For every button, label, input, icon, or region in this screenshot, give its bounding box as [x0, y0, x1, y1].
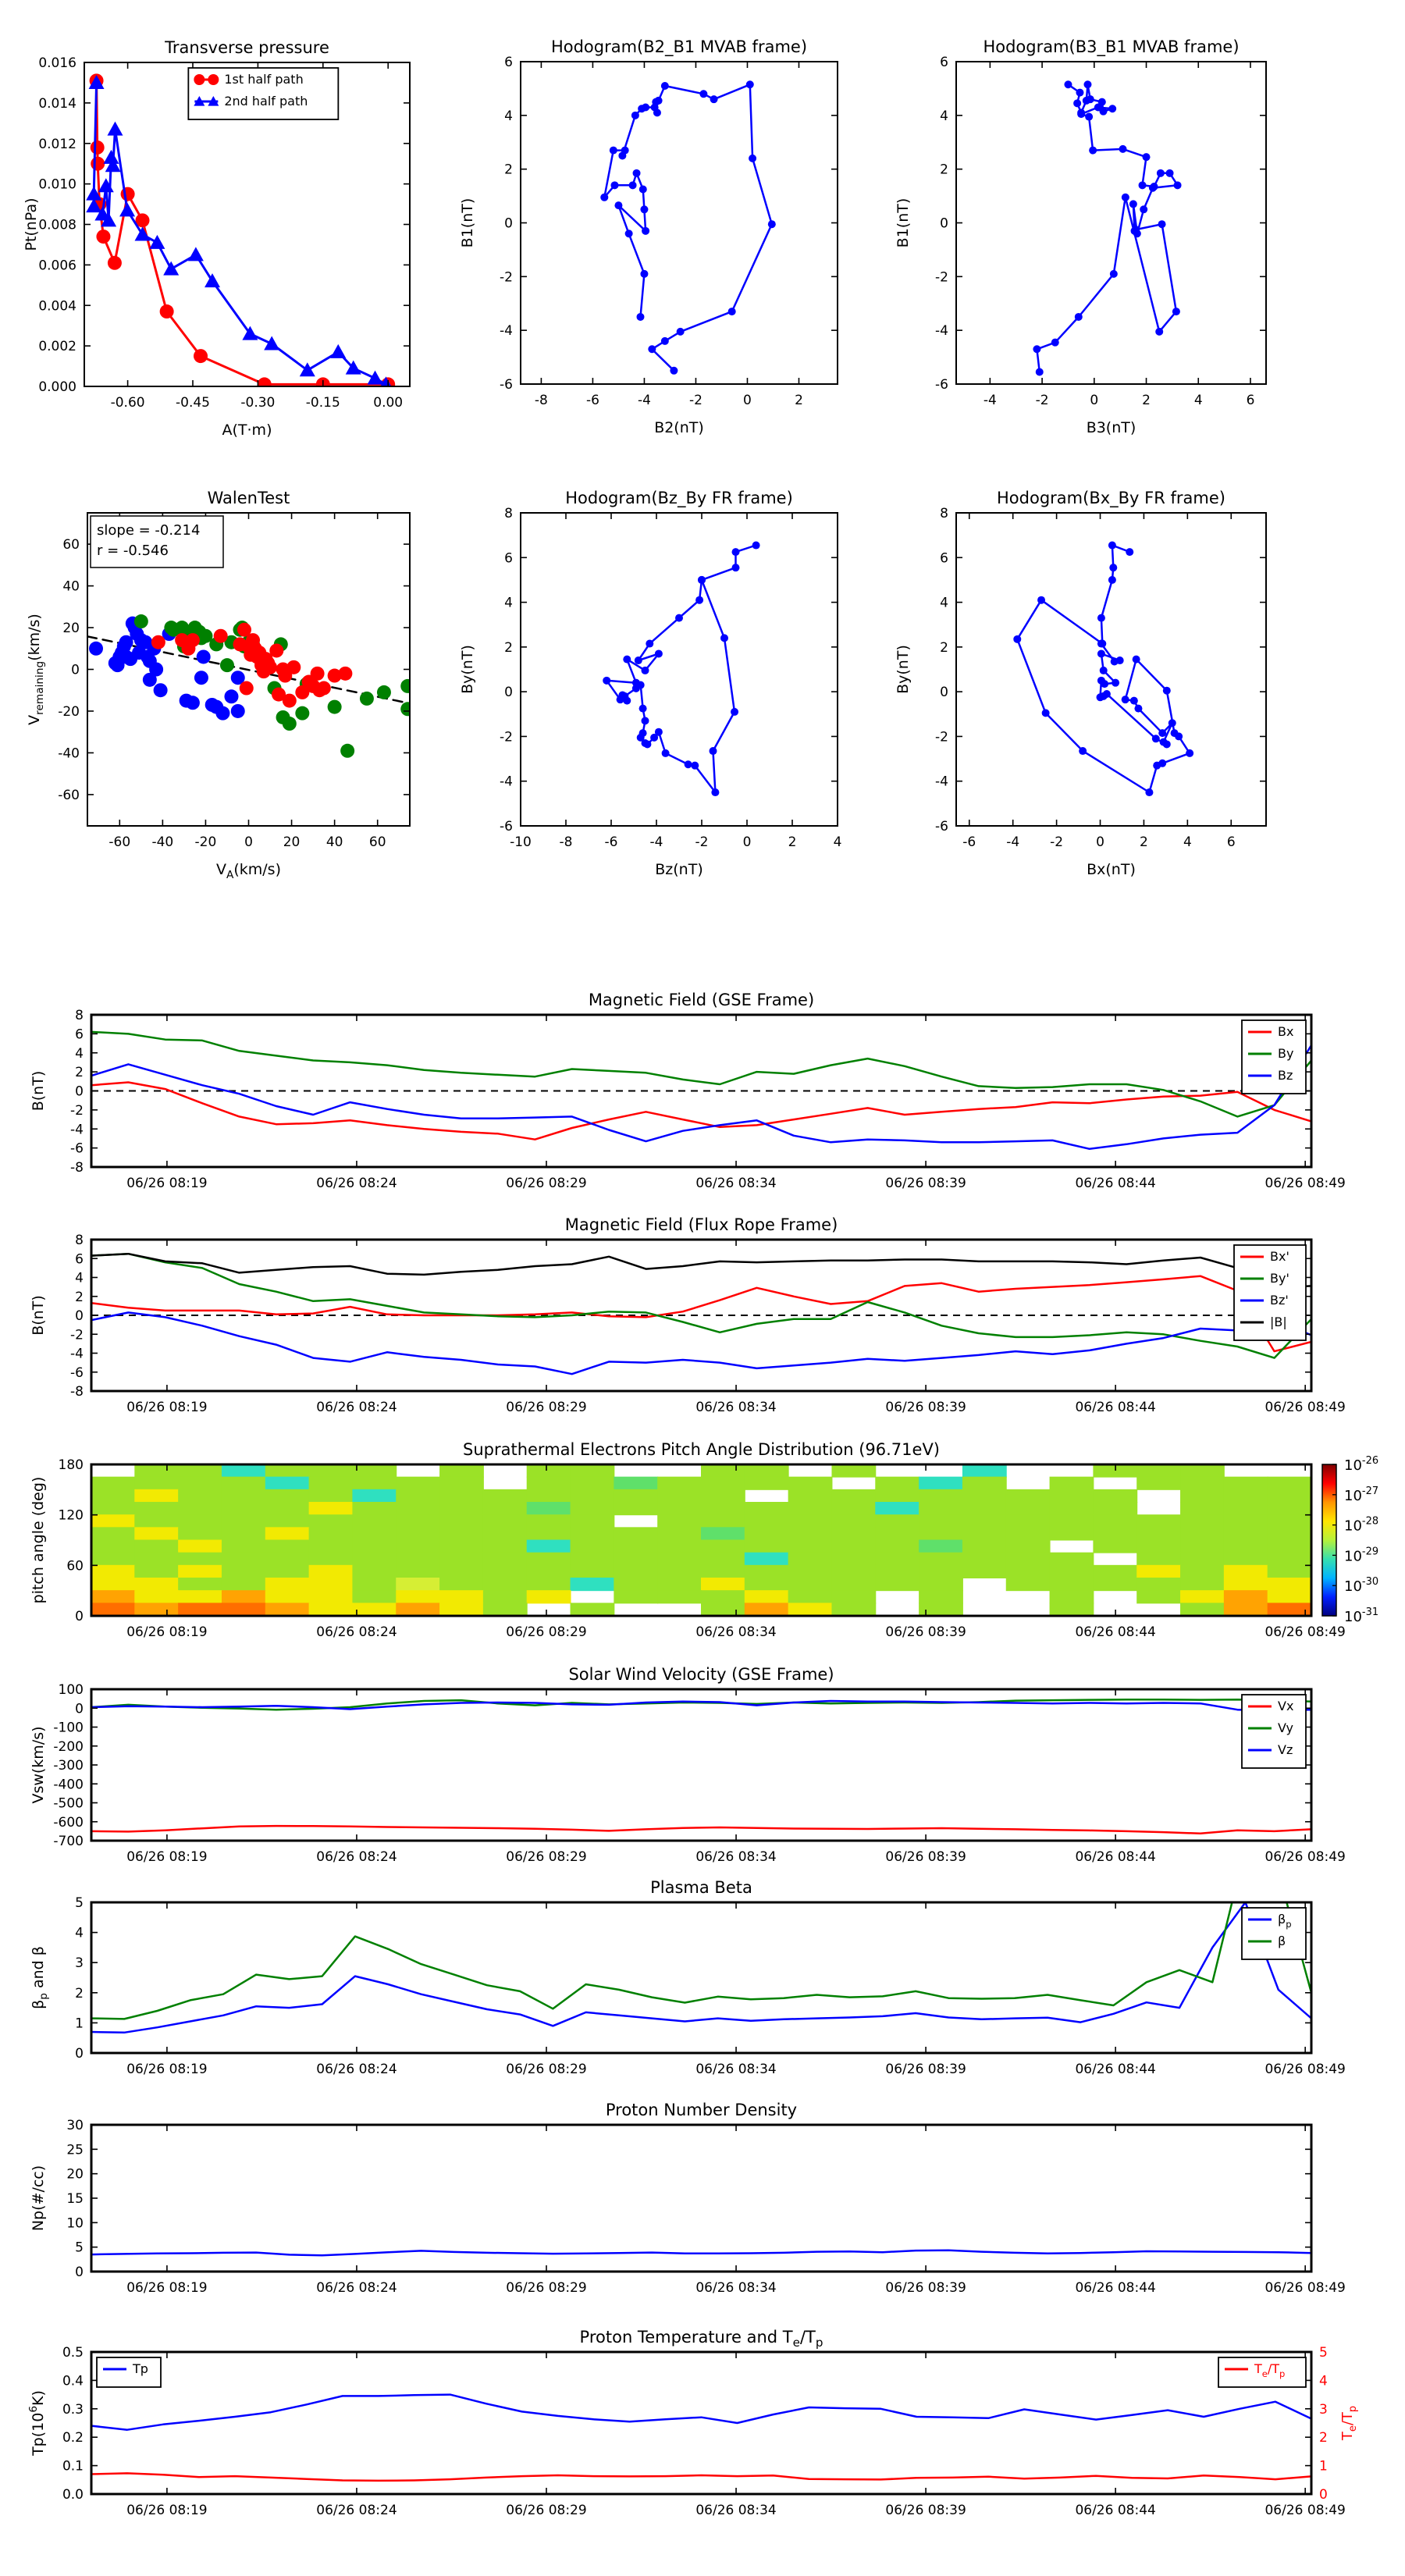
y2-tick-label: 4 [1319, 2373, 1328, 2389]
y-tick-label: 60 [66, 1558, 84, 1574]
x-axis-label: Bx(nT) [1087, 861, 1136, 878]
panel-hodogram-bx-by [895, 489, 1266, 878]
x-tick-label: 06/26 08:39 [885, 2503, 966, 2518]
panel-title: Hodogram(Bx_By FR frame) [997, 489, 1225, 507]
y-tick-label: -6 [500, 377, 513, 393]
panel-title: Hodogram(B3_B1 MVAB frame) [983, 37, 1240, 56]
y-tick-label: -6 [935, 377, 948, 393]
y-axis-label: By(nT) [459, 645, 476, 694]
x-tick-label: -4 [983, 393, 997, 408]
legend-label: By [1278, 1046, 1294, 1061]
y-tick-label: -6 [70, 1140, 84, 1157]
x-tick-label: 06/26 08:34 [695, 1624, 777, 1640]
x-tick-label: 0 [1090, 393, 1099, 408]
y-tick-label: 0.5 [62, 2345, 84, 2361]
y-tick-label: 6 [504, 550, 513, 567]
x-tick-label: 06/26 08:49 [1264, 1624, 1346, 1640]
y-tick-label: 0 [75, 2265, 84, 2280]
panel-title: WalenTest [207, 489, 290, 507]
y-tick-label: -4 [500, 774, 513, 790]
y-tick-label: -20 [58, 703, 80, 720]
x-tick-label: 06/26 08:34 [695, 2280, 777, 2296]
panel-hodogram-b2-b1 [459, 37, 838, 436]
y-tick-label: 2 [75, 1289, 84, 1305]
y-tick-label: 1 [75, 2016, 84, 2032]
x-tick-label: 06/26 08:34 [695, 2503, 777, 2518]
x-tick-label: -6 [604, 834, 618, 850]
x-tick-label: 06/26 08:49 [1264, 1849, 1346, 1865]
y-tick-label: 6 [75, 1251, 84, 1268]
y-tick-label: 0.016 [38, 55, 76, 71]
y-tick-label: 4 [75, 1925, 84, 1941]
y-tick-label: 8 [75, 1008, 84, 1023]
x-tick-label: 2 [788, 834, 797, 850]
y-tick-label: 0 [75, 1308, 84, 1324]
y-axis-label: Vsw(km/s) [30, 1726, 47, 1804]
legend [1242, 1020, 1306, 1094]
y-tick-label: 4 [940, 108, 948, 124]
y-tick-label: 2 [75, 1065, 84, 1081]
y-tick-label: 0 [71, 662, 80, 678]
legend [188, 68, 338, 119]
y-tick-label: -4 [935, 774, 948, 790]
x-tick-label: 06/26 08:49 [1264, 2062, 1346, 2077]
legend-label: Bz' [1270, 1293, 1289, 1308]
x-tick-label: 06/26 08:29 [506, 1176, 587, 1191]
x-tick-label: 06/26 08:49 [1264, 2280, 1346, 2296]
y-tick-label: -2 [935, 269, 948, 286]
x-tick-label: 2 [795, 393, 803, 408]
y-tick-label: 20 [66, 2166, 84, 2183]
x-tick-label: 06/26 08:29 [506, 1624, 587, 1640]
y-tick-label: 8 [75, 1233, 84, 1248]
y-tick-label: 2 [940, 162, 948, 178]
x-tick-label: 06/26 08:24 [316, 1849, 397, 1865]
panel-transverse-pressure [23, 38, 410, 439]
y-tick-label: 30 [66, 2118, 84, 2133]
x-tick-label: -2 [688, 393, 702, 408]
x-tick-label: 06/26 08:29 [506, 1849, 587, 1865]
y-tick-label: -600 [53, 1814, 84, 1831]
x-tick-label: 2 [1142, 393, 1151, 408]
panel-proton-number-density [30, 2101, 1346, 2296]
x-tick-label: 4 [1193, 393, 1203, 408]
x-tick-label: -4 [649, 834, 663, 850]
x-tick-label: -2 [1050, 834, 1064, 850]
y-tick-label: 0.4 [62, 2373, 84, 2389]
x-tick-label: -20 [194, 834, 217, 850]
y-tick-label: -6 [70, 1364, 84, 1381]
y-axis-label: B(nT) [30, 1070, 47, 1112]
x-tick-label: 06/26 08:34 [695, 1176, 777, 1191]
x-tick-label: 06/26 08:19 [126, 2280, 208, 2296]
x-tick-label: 06/26 08:24 [316, 2062, 397, 2077]
panel-walen-test [26, 489, 414, 881]
x-tick-label: 2 [1140, 834, 1148, 850]
y-tick-label: 0.004 [38, 298, 76, 315]
y-axis-label: $\beta_p$ and β [30, 1946, 50, 2009]
x-tick-label: -6 [585, 393, 599, 408]
x-tick-label: 06/26 08:24 [316, 1624, 397, 1640]
legend-label: 2nd half path [224, 94, 308, 109]
y-tick-label: 15 [66, 2191, 84, 2207]
x-tick-label: 06/26 08:19 [126, 2503, 208, 2518]
x-tick-label: 06/26 08:39 [885, 1176, 966, 1191]
y-axis-label: pitch angle (deg) [30, 1476, 47, 1604]
y-tick-label: 0.008 [38, 217, 76, 233]
x-tick-label: -0.15 [305, 395, 340, 411]
panel-hodogram-bz-by [459, 489, 841, 878]
x-tick-label: 0 [743, 393, 752, 408]
x-tick-label: -0.60 [110, 395, 145, 411]
y-tick-label: 0 [940, 685, 948, 701]
y-tick-label: 2 [75, 1985, 84, 2001]
x-tick-label: -4 [637, 393, 651, 408]
y2-tick-label: 3 [1319, 2401, 1328, 2418]
colorbar-tick-label: $10^{-30}$ [1344, 1576, 1379, 1596]
x-tick-label: 06/26 08:34 [695, 2062, 777, 2077]
y-tick-label: 0 [75, 1609, 84, 1624]
y-tick-label: -400 [53, 1777, 84, 1793]
x-tick-label: 06/26 08:19 [126, 2062, 208, 2077]
panel-title: Plasma Beta [650, 1878, 752, 1897]
x-tick-label: 06/26 08:44 [1075, 1849, 1156, 1865]
panel-title: Suprathermal Electrons Pitch Angle Distribution (96.71eV) [463, 1440, 940, 1459]
panel-title: Transverse pressure [165, 38, 329, 57]
y-tick-label: -6 [500, 819, 513, 834]
colorbar-tick-label: $10^{-27}$ [1344, 1485, 1379, 1504]
x-tick-label: -0.45 [176, 395, 210, 411]
x-tick-label: 06/26 08:29 [506, 1400, 587, 1415]
y-tick-label: 0.006 [38, 258, 76, 274]
y-tick-label: 0.014 [38, 95, 76, 112]
y-tick-label: -700 [53, 1834, 84, 1849]
x-axis-label: B3(nT) [1086, 419, 1136, 436]
x-tick-label: 06/26 08:49 [1264, 2503, 1346, 2518]
x-tick-label: 0.00 [373, 395, 404, 411]
y-tick-label: 120 [58, 1507, 84, 1524]
x-tick-label: 06/26 08:44 [1075, 1176, 1156, 1191]
panel-magnetic-field-gse [30, 991, 1346, 1191]
y-tick-label: 0 [75, 2046, 84, 2062]
y-tick-label: -4 [70, 1122, 84, 1138]
y-tick-label: -60 [58, 787, 80, 803]
x-tick-label: 6 [1246, 393, 1255, 408]
x-tick-label: -10 [510, 834, 532, 850]
x-tick-label: 06/26 08:24 [316, 2503, 397, 2518]
y2-tick-label: 1 [1319, 2458, 1328, 2475]
x-tick-label: 06/26 08:34 [695, 1400, 777, 1415]
y-axis-label: $V_{remaining}(km/s)$ [26, 614, 46, 725]
x-tick-label: 0 [742, 834, 752, 850]
y-tick-label: 0.000 [38, 379, 76, 395]
y-tick-label: 4 [504, 595, 513, 611]
x-tick-label: -0.30 [240, 395, 276, 411]
legend-label: Vx [1278, 1699, 1294, 1713]
legend-label: By' [1270, 1271, 1289, 1286]
x-tick-label: -8 [534, 393, 548, 408]
x-axis-label: B2(nT) [654, 419, 704, 436]
x-axis-label: A(T·m) [222, 422, 272, 439]
x-tick-label: 06/26 08:19 [126, 1176, 208, 1191]
colorbar-tick-label: $10^{-29}$ [1344, 1546, 1379, 1565]
legend-label: Bz [1278, 1068, 1293, 1083]
x-tick-label: 20 [283, 834, 301, 850]
colorbar-tick-label: $10^{-31}$ [1344, 1606, 1379, 1625]
colorbar-tick-label: $10^{-28}$ [1344, 1515, 1379, 1535]
y-tick-label: 0.012 [38, 136, 76, 152]
y-tick-label: 6 [504, 55, 513, 70]
y-tick-label: -2 [70, 1102, 84, 1119]
y-tick-label: 5 [75, 2240, 84, 2256]
panel-title: Hodogram(Bz_By FR frame) [565, 489, 793, 507]
legend-label: $T_e/T_p$ [1254, 2361, 1286, 2379]
panel-title: Hodogram(B2_B1 MVAB frame) [550, 37, 808, 56]
x-tick-label: 06/26 08:24 [316, 2280, 397, 2296]
x-tick-label: 06/26 08:44 [1075, 2062, 1156, 2077]
y-tick-label: 4 [75, 1045, 84, 1062]
x-tick-label: 06/26 08:29 [506, 2062, 587, 2077]
x-tick-label: 06/26 08:19 [126, 1624, 208, 1640]
x-tick-label: -6 [962, 834, 976, 850]
x-tick-label: -40 [151, 834, 174, 850]
y-tick-label: -40 [58, 745, 80, 762]
y-tick-label: 6 [75, 1026, 84, 1043]
annotation-line: slope = -0.214 [97, 522, 201, 539]
x-tick-label: 06/26 08:49 [1264, 1400, 1346, 1415]
panel-title: Magnetic Field (Flux Rope Frame) [564, 1215, 838, 1234]
y-axis-label: B1(nT) [895, 197, 912, 248]
y-tick-label: 0.010 [38, 176, 76, 193]
legend-label: $\beta_p$ [1278, 1912, 1292, 1930]
x-axis-label: $V_A(km/s)$ [216, 861, 281, 881]
x-tick-label: 06/26 08:19 [126, 1400, 208, 1415]
y-tick-label: 0 [940, 215, 948, 232]
x-tick-label: -2 [695, 834, 709, 850]
panel-title: Solar Wind Velocity (GSE Frame) [568, 1665, 834, 1684]
panel-magnetic-field-fr [30, 1215, 1346, 1415]
y-tick-label: -500 [53, 1795, 84, 1812]
y-tick-label: 6 [940, 55, 948, 70]
x-tick-label: 06/26 08:34 [695, 1849, 777, 1865]
y-tick-label: -200 [53, 1738, 84, 1755]
x-tick-label: 06/26 08:29 [506, 2503, 587, 2518]
x-tick-label: 4 [833, 834, 842, 850]
x-tick-label: 06/26 08:39 [885, 1849, 966, 1865]
y-tick-label: 6 [940, 550, 948, 567]
y-tick-label: 8 [940, 506, 948, 521]
panel-title: Magnetic Field (GSE Frame) [588, 991, 815, 1009]
x-tick-label: -8 [559, 834, 573, 850]
x-tick-label: 06/26 08:24 [316, 1400, 397, 1415]
legend-label: Tp [133, 2361, 148, 2376]
y-tick-label: 2 [940, 639, 948, 656]
y-axis-label: By(nT) [895, 645, 912, 694]
x-tick-label: 06/26 08:44 [1075, 1400, 1156, 1415]
panel-solar-wind-velocity [30, 1665, 1346, 1865]
y-tick-label: -8 [70, 1160, 84, 1176]
y-tick-label: 4 [940, 595, 948, 611]
legend-label: β [1278, 1934, 1286, 1948]
colorbar [1322, 1464, 1336, 1616]
legend-label: 1st half path [224, 72, 304, 87]
y-tick-label: 40 [62, 578, 80, 595]
y-tick-label: 2 [504, 639, 513, 656]
y-tick-label: -100 [53, 1720, 84, 1736]
x-tick-label: 06/26 08:39 [885, 1400, 966, 1415]
y-tick-label: 25 [66, 2142, 84, 2158]
x-tick-label: 6 [1226, 834, 1236, 850]
y-tick-label: 0 [75, 1701, 84, 1717]
y-axis-label: Np(#/cc) [30, 2165, 47, 2232]
x-tick-label: 06/26 08:44 [1075, 1624, 1156, 1640]
y2-tick-label: 5 [1319, 2345, 1328, 2361]
y2-tick-label: 0 [1319, 2487, 1328, 2503]
legend [1242, 1695, 1306, 1768]
x-tick-label: 06/26 08:29 [506, 2280, 587, 2296]
legend-label: Bx [1278, 1024, 1294, 1039]
y-tick-label: 0.002 [38, 339, 76, 355]
y-tick-label: 10 [66, 2215, 84, 2232]
legend [1234, 1245, 1306, 1340]
y-tick-label: 0 [504, 215, 513, 232]
y-tick-label: 0 [75, 1083, 84, 1100]
y-tick-label: 4 [504, 108, 513, 124]
y-axis-label: B1(nT) [459, 197, 476, 248]
x-tick-label: 06/26 08:49 [1264, 1176, 1346, 1191]
legend-label: Bx' [1270, 1249, 1289, 1264]
y-tick-label: -4 [70, 1346, 84, 1362]
y-tick-label: 20 [62, 621, 80, 637]
legend [1242, 1908, 1306, 1959]
y-tick-label: 5 [75, 1895, 84, 1911]
y2-axis-label: $T_e/T_p$ [1339, 2405, 1359, 2441]
y-tick-label: 0.0 [62, 2487, 84, 2503]
x-tick-label: 0 [1096, 834, 1104, 850]
y-tick-label: 0.2 [62, 2430, 84, 2446]
panel-hodogram-b3-b1 [895, 37, 1266, 436]
y-tick-label: -2 [70, 1327, 84, 1343]
x-tick-label: 06/26 08:39 [885, 2062, 966, 2077]
x-tick-label: 06/26 08:44 [1075, 2503, 1156, 2518]
legend-label: Vy [1278, 1720, 1293, 1735]
panel-pitch-angle-distribution [30, 1440, 1378, 1640]
y-axis-label: $Tp(10^6K)$ [27, 2390, 47, 2456]
y-tick-label: 0.3 [62, 2401, 84, 2418]
x-tick-label: -4 [1006, 834, 1020, 850]
y-tick-label: 60 [62, 537, 80, 553]
y-tick-label: 100 [58, 1682, 84, 1698]
x-tick-label: -2 [1035, 393, 1049, 408]
x-tick-label: 60 [368, 834, 386, 850]
x-tick-label: 06/26 08:24 [316, 1176, 397, 1191]
legend [97, 2357, 161, 2387]
x-axis-label: Bz(nT) [655, 861, 703, 878]
x-tick-label: 06/26 08:19 [126, 1849, 208, 1865]
y-tick-label: -300 [53, 1758, 84, 1774]
y-tick-label: 4 [75, 1270, 84, 1286]
y-tick-label: -2 [935, 729, 948, 745]
y-tick-label: -8 [70, 1384, 84, 1400]
y-axis-label: Pt(nPa) [23, 197, 40, 251]
legend-2 [1218, 2357, 1306, 2387]
y-tick-label: 8 [504, 506, 513, 521]
y-tick-label: 180 [58, 1457, 84, 1473]
y-tick-label: 2 [504, 162, 513, 178]
panel-plasma-beta [30, 1848, 1346, 2078]
panel-title: Proton Temperature and $T_e/T_p$ [579, 2328, 823, 2350]
panel-proton-temperature [27, 2328, 1359, 2518]
y-tick-label: 0.1 [62, 2458, 84, 2475]
x-tick-label: 06/26 08:39 [885, 2280, 966, 2296]
y-tick-label: -2 [500, 269, 513, 286]
x-tick-label: 4 [1183, 834, 1192, 850]
legend-label: Vz [1278, 1742, 1293, 1757]
x-tick-label: 0 [244, 834, 253, 850]
x-tick-label: -60 [108, 834, 131, 850]
colorbar-tick-label: $10^{-26}$ [1344, 1455, 1379, 1474]
annotation-line: r = -0.546 [97, 543, 169, 559]
y-tick-label: 0 [504, 685, 513, 701]
panel-title: Proton Number Density [605, 2101, 798, 2119]
y-axis-label: B(nT) [30, 1295, 47, 1336]
x-tick-label: 40 [325, 834, 343, 850]
legend-label: |B| [1270, 1315, 1287, 1329]
y-tick-label: -4 [500, 323, 513, 340]
x-tick-label: 06/26 08:44 [1075, 2280, 1156, 2296]
y-tick-label: 3 [75, 1955, 84, 1972]
y-tick-label: -4 [935, 323, 948, 340]
y-tick-label: -2 [500, 729, 513, 745]
x-tick-label: 06/26 08:39 [885, 1624, 966, 1640]
y2-tick-label: 2 [1319, 2430, 1328, 2446]
y-tick-label: -6 [935, 819, 948, 834]
